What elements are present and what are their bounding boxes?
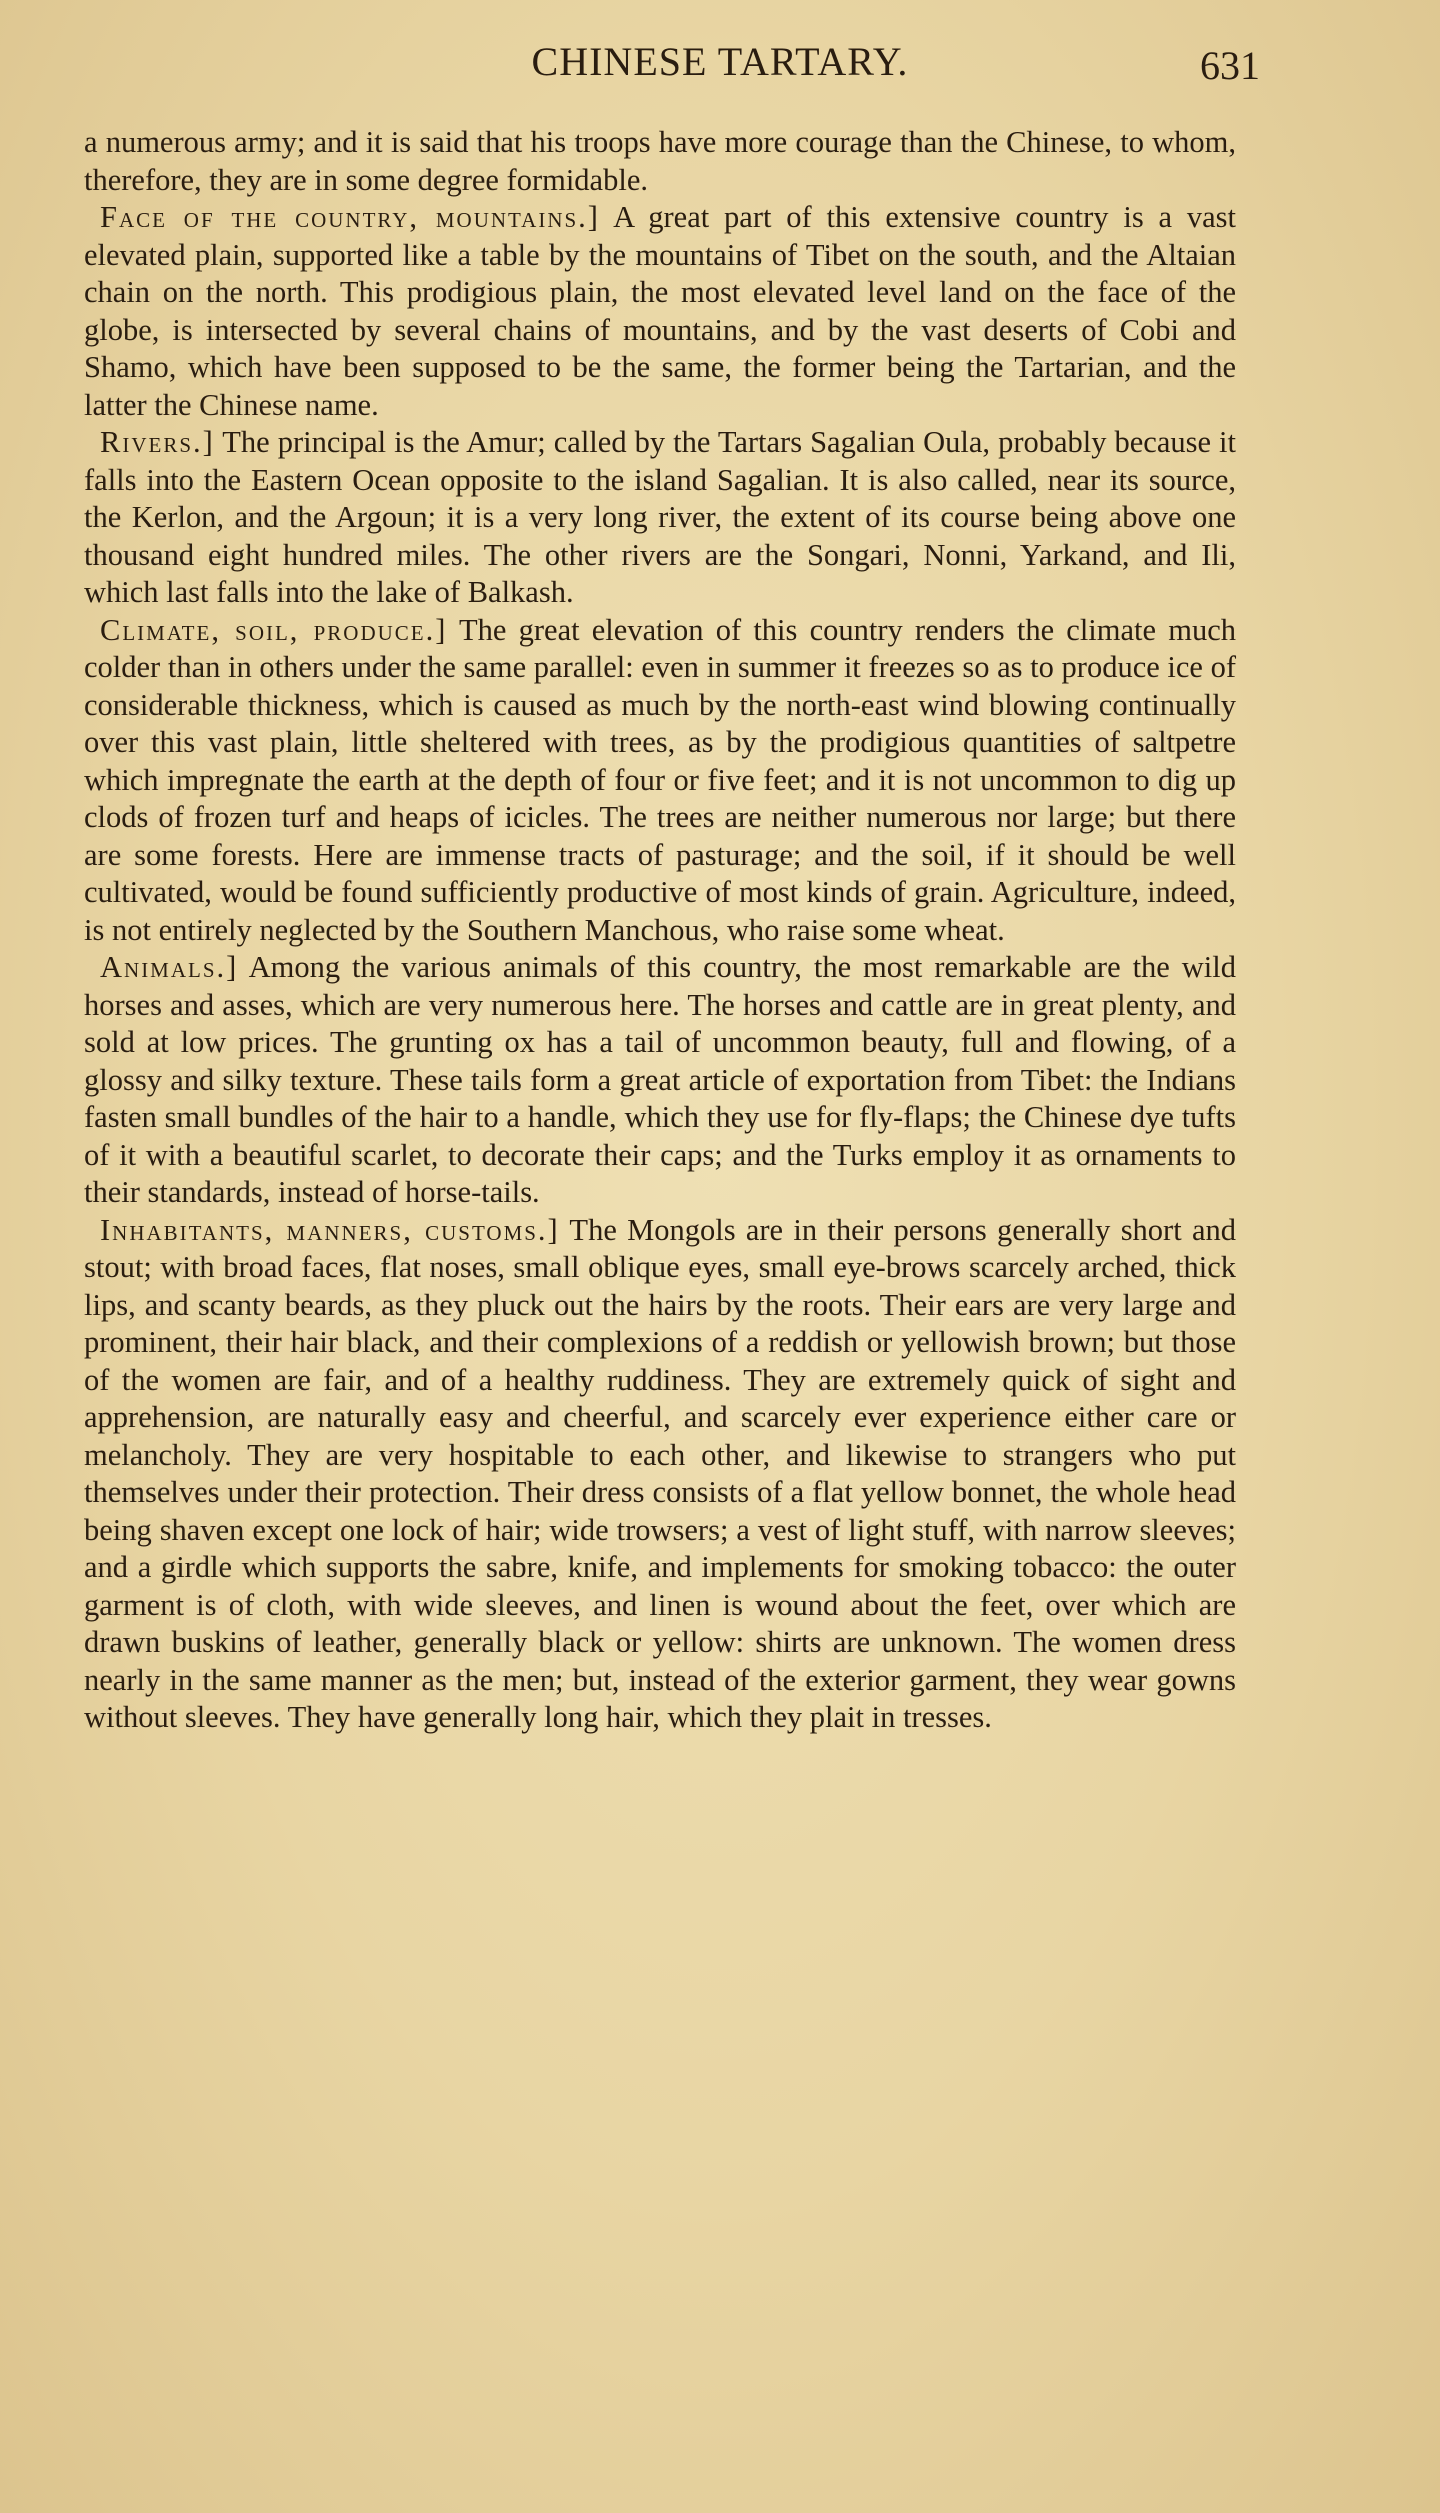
paragraph-text: The great elevation of this country renders the climate much colder than in others under the same parallel: even in summer it freezes so as to produce ice of considerable thickness, which is caused as much by the north-east wind blowing continually over this vast plain, little sheltered with trees, as by the prodigious quantities of saltpetre which impregnate the earth at the depth of four or five feet; and it is not uncommon to dig up clods of frozen turf and heaps of icicles. The trees are neither numerous nor large; but there are some forests. Here are immense tracts of pasturage; and the soil, if it should be well cultivated, would be found sufficiently productive of most kinds of grain. Agriculture, indeed, is not entirely neglected by the Southern Manchous, who raise some wheat. [84, 612, 1236, 947]
section-heading-climate: Climate, soil, produce.] [100, 612, 448, 647]
page-number: 631 [1200, 43, 1260, 88]
section-heading-animals: Animals.] [100, 950, 239, 984]
running-title: CHINESE TARTARY. [531, 39, 909, 84]
paragraph-inhabitants [84, 1212, 1236, 1737]
paragraph-animals [84, 949, 1236, 1212]
body-text [84, 124, 1236, 1737]
paragraph-text: a numerous army; and it is said that his troops have more courage than the Chinese, to whom, therefore, they are in some degree formidable. [84, 125, 1236, 197]
paragraph-text: A great part of this extensive country is a vast elevated plain, supported like a table by the mountains of Tibet on the south, and the Altaian chain on the north. This prodigious plain, the most elevated level land on the face of the globe, is intersected by several chains of mountains, and by the vast deserts of Cobi and Shamo, which have been supposed to be the same, the former being the Tartarian, and the latter the Chinese name. [84, 200, 1236, 422]
section-heading-rivers: Rivers.] [100, 425, 215, 459]
paragraph-text: Among the various animals of this country, the most remarkable are the wild horses and asses, which are very numerous here. The horses and cattle are in great plenty, and sold at low prices. The grunting ox has a tail of uncommon beauty, full and flowing, of a glossy and silky texture. These tails form a great article of exportation from Tibet: the Indians fasten small bundles of the hair to a handle, which they use for fly-flaps; the Chinese dye tufts of it with a beautiful scarlet, to decorate their caps; and the Turks employ it as ornaments to their standards, instead of horse-tails. [84, 950, 1236, 1209]
paragraph-text: The Mongols are in their persons generally short and stout; with broad faces, flat noses, small oblique eyes, small eye-brows scarcely arched, thick lips, and scanty beards, as they pluck out the hairs by the roots. Their ears are very large and prominent, their hair black, and their complexions of a reddish or yellowish brown; but those of the women are fair, and of a healthy ruddiness. They are extremely quick of sight and apprehension, are naturally easy and cheerful, and scarcely ever experience either care or melancholy. They are very hospitable to each other, and likewise to strangers who put themselves under their protection. Their dress consists of a flat yellow bonnet, the whole head being shaven except one lock of hair; wide trowsers; a vest of light stuff, with narrow sleeves; and a girdle which supports the sabre, knife, and implements for smoking tobacco: the outer garment is of cloth, with wide sleeves, and linen is wound about the feet, over which are drawn buskins of leather, generally black or yellow: shirts are unknown. The women dress nearly in the same manner as the men; but, instead of the exterior garment, they wear gowns without sleeves. They have generally long hair, which they plait in tresses. [84, 1212, 1236, 1734]
section-heading-face-of-country: Face of the country, mountains.] [100, 200, 600, 234]
paragraph-face-of-country [84, 199, 1236, 424]
paragraph-rivers [84, 424, 1236, 612]
paragraph-text: The principal is the Amur; called by the Tartars Sagalian Oula, probably because it falls into the Eastern Ocean opposite to the island Sagalian. It is also called, near its source, the Kerlon, and the Argoun; it is a very long river, the extent of its course being above one thousand eight hundred miles. The other rivers are the Songari, Nonni, Yarkand, and Ili, which last falls into the lake of Balkash. [84, 425, 1236, 609]
paragraph-climate [84, 612, 1236, 950]
section-heading-inhabitants: Inhabitants, manners, customs.] [100, 1212, 560, 1247]
paragraph-army [84, 124, 1236, 199]
page-header [0, 38, 1440, 98]
